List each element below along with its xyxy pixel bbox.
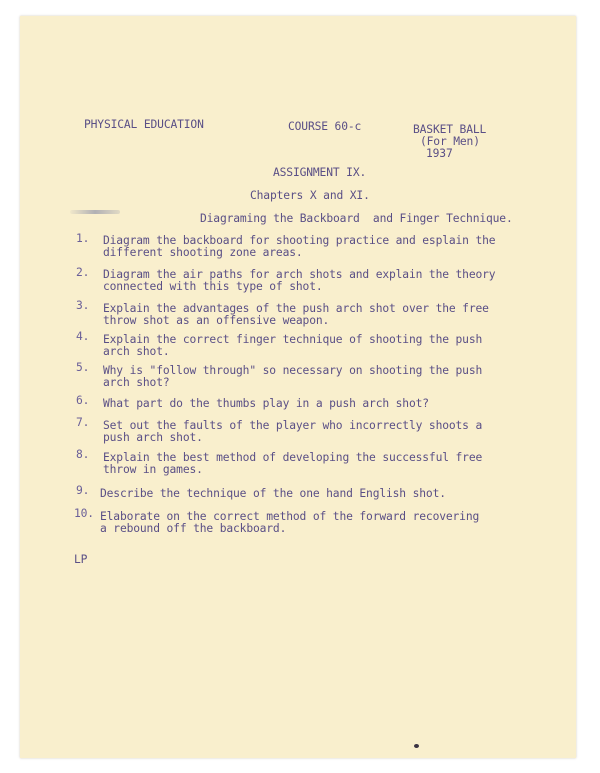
question-number: 5. [76, 361, 90, 374]
ink-spot [414, 744, 419, 748]
question-line: different shooting zone areas. [103, 246, 303, 259]
question-line: Describe the technique of the one hand English shot. [100, 487, 446, 500]
question-line: arch shot? [103, 376, 170, 389]
question-line: Explain the advantages of the push arch shot over the free [103, 302, 489, 315]
typist-initials: LP [74, 553, 88, 566]
assignment-title: ASSIGNMENT IX. [273, 166, 367, 179]
question-number: 3. [76, 299, 90, 312]
ink-smudge [70, 210, 120, 214]
question-line: Elaborate on the correct method of the forward recovering [100, 510, 480, 523]
course-label: COURSE 60-c [288, 120, 362, 133]
subject-label: BASKET BALL [413, 123, 487, 136]
chapters-label: Chapters X and XI. [250, 189, 370, 202]
question-line: arch shot. [103, 345, 170, 358]
question-line: throw shot as an offensive weapon. [103, 314, 330, 327]
question-line: a rebound off the backboard. [100, 522, 287, 535]
question-number: 1. [76, 232, 90, 245]
question-number: 8. [76, 448, 90, 461]
question-line: What part do the thumbs play in a push arch shot? [103, 397, 429, 410]
question-line: Explain the correct finger technique of shooting the push [103, 333, 483, 346]
question-line: Set out the faults of the player who incorrectly shoots a [103, 419, 483, 432]
question-line: push arch shot. [103, 431, 203, 444]
assignment-topic: Diagraming the Backboard and Finger Technique. [200, 212, 513, 225]
question-number: 4. [76, 330, 90, 343]
department-label: PHYSICAL EDUCATION [84, 118, 204, 131]
question-number: 2. [76, 266, 90, 279]
question-line: Why is "follow through" so necessary on shooting the push [103, 364, 483, 377]
question-line: throw in games. [103, 463, 203, 476]
question-number: 9. [76, 484, 90, 497]
question-line: connected with this type of shot. [103, 280, 323, 293]
question-number: 6. [76, 394, 90, 407]
question-number: 10. [74, 507, 94, 520]
audience-label: (For Men) [420, 135, 480, 148]
question-line: Diagram the air paths for arch shots and explain the theory [103, 268, 496, 281]
question-line: Explain the best method of developing the successful free [103, 451, 483, 464]
year-label: 1937 [426, 147, 453, 160]
document-page [20, 16, 576, 758]
question-number: 7. [76, 416, 90, 429]
question-line: Diagram the backboard for shooting practice and esplain the [103, 234, 496, 247]
